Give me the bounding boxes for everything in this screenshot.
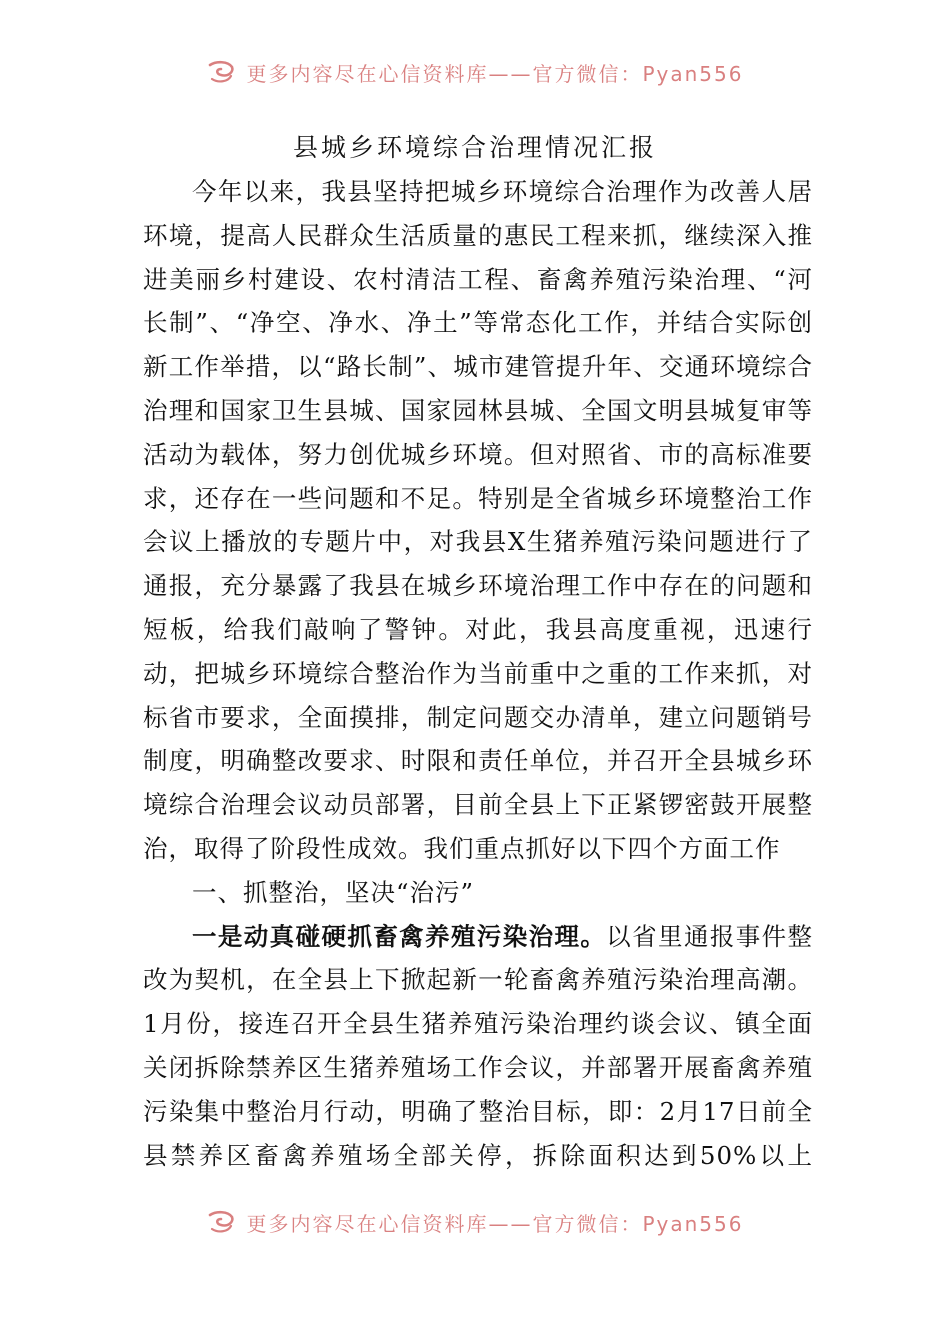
point-one-body: 以省里通报事件整改为契机，在全县上下掀起新一轮畜禽养殖污染治理高潮。1月份，接连召开全县生猪养殖污染治理约谈会议、镇全面关闭拆除禁养区生猪养殖场工作会议，并部署开展畜禽养殖污染集中整治月行动，明确了整治目标，即：2月17日前全县禁养区畜禽养殖场全部关停，拆除面积达到50%以上	[143, 921, 814, 1170]
footer-watermark	[0, 1207, 950, 1237]
document-title: 县城乡环境综合治理情况汇报	[292, 133, 657, 162]
point-one-paragraph	[143, 915, 813, 1178]
section-heading: 一、抓整治，坚决“治污”	[192, 877, 475, 907]
intro-paragraph: 今年以来，我县坚持把城乡环境综合治理作为改善人居环境，提高人民群众生活质量的惠民工程来抓，继续深入推进美丽乡村建设、农村清洁工程、畜禽养殖污染治理、“河长制”、“净空、净水、净土”等常态化工作，并结合实际创新工作举措，以“路长制”、城市建管提升年、交通环境综合治理和国家卫生县城、国家园林县城、全国文明县城复审等活动为载体，努力创优城乡环境。但对照省、市的高标准要求，还存在一些问题和不足。特别是全省城乡环境整治工作会议上播放的专题片中，对我县X生猪养殖污染问题进行了通报，充分暴露了我县在城乡环境治理工作中存在的问题和短板，给我们敲响了警钟。对此，我县高度重视，迅速行动，把城乡环境综合整治作为当前重中之重的工作来抓，对标省市要求，全面摸排，制定问题交办清单，建立问题销号制度，明确整改要求、时限和责任单位，并召开全县城乡环境综合治理会议动员部署，目前全县上下正紧锣密鼓开展整治，取得了阶段性成效。我们重点抓好以下四个方面工作	[143, 177, 813, 863]
swirl-logo-icon	[206, 59, 236, 85]
watermark-text: 更多内容尽在心信资料库——官方微信：Pyan556	[246, 1211, 744, 1236]
header-watermark	[0, 57, 950, 87]
watermark-text: 更多内容尽在心信资料库——官方微信：Pyan556	[246, 61, 744, 86]
document-body	[143, 170, 813, 1177]
point-one-lead: 一是动真碰硬抓畜禽养殖污染治理。	[192, 921, 607, 951]
swirl-logo-icon	[206, 1209, 236, 1235]
